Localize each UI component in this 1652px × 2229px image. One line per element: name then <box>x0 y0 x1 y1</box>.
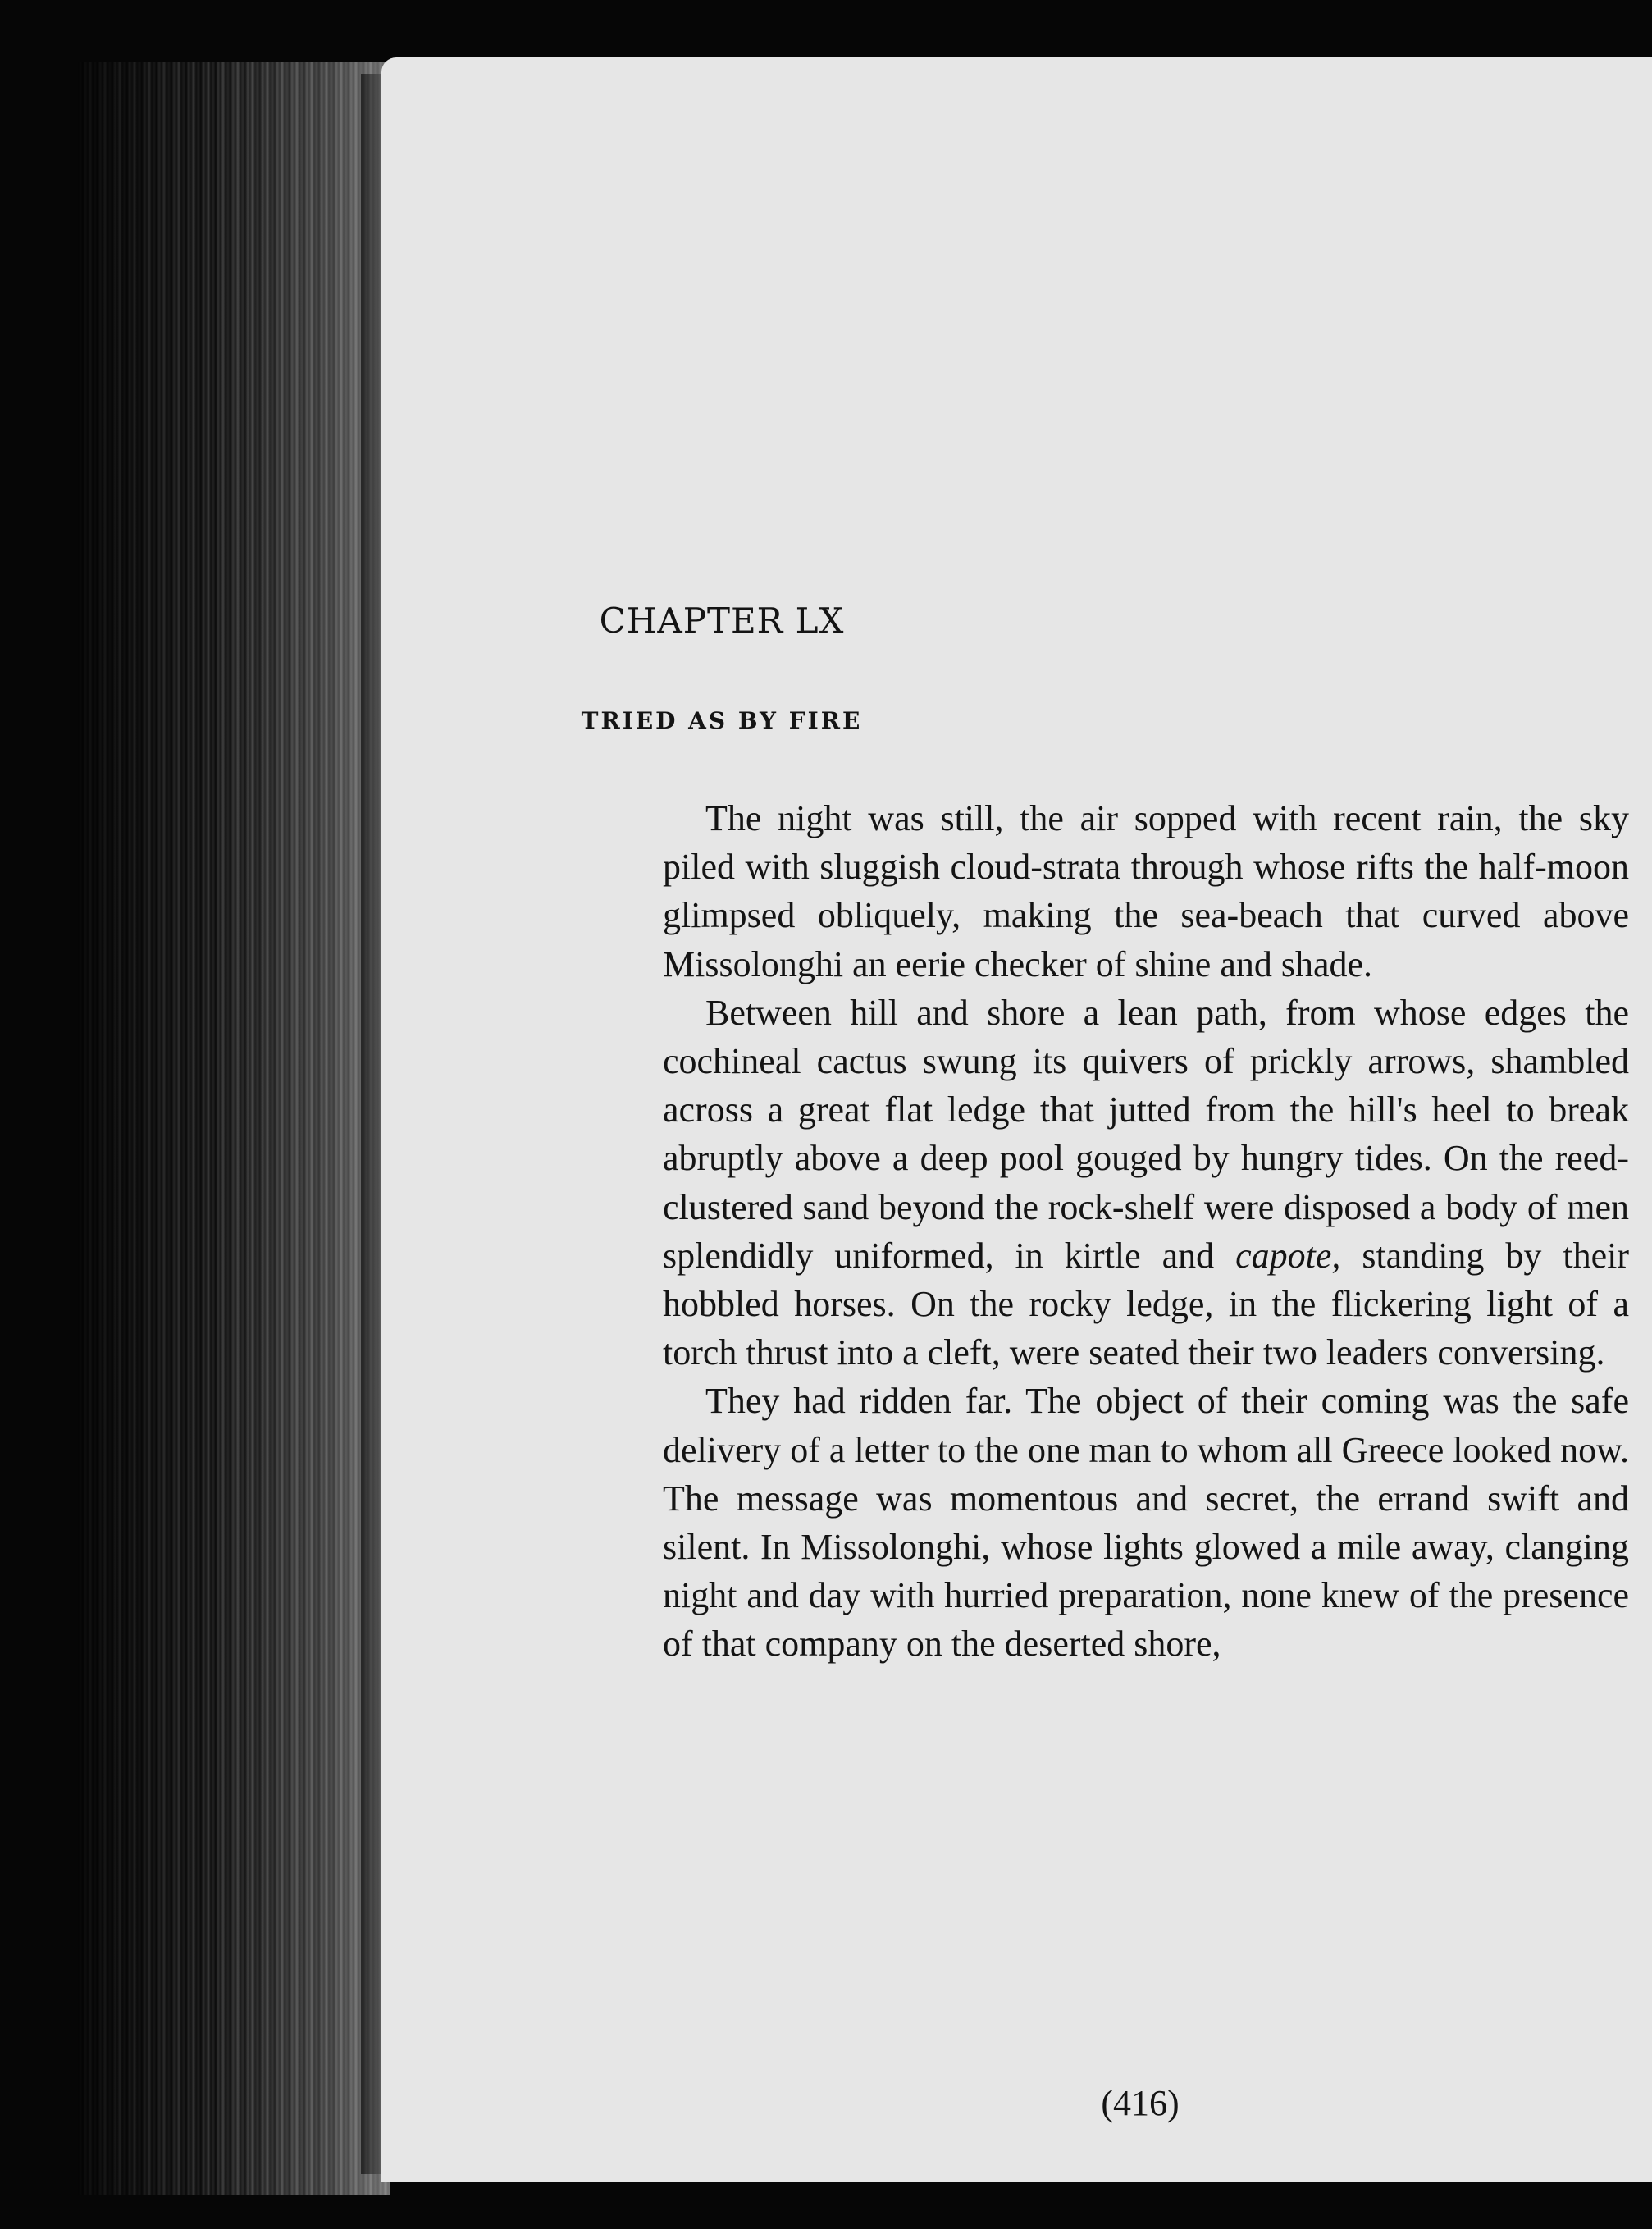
paragraph-2 <box>663 989 1629 1377</box>
chapter-subtitle: TRIED AS BY FIRE <box>581 707 863 734</box>
body-text <box>663 794 1629 1669</box>
paragraph-2-part-1: Between hill and shore a lean path, from whose edges the cochineal cactus swung its quivers of prickly arrows, shambled across a great flat ledge that jutted from the hill's heel to break abruptly above a deep pool gouged by hungry tides. On the reed-clustered sand beyond the rock-shelf were disposed a body of men splendidly uniformed, in kirtle and <box>663 992 1629 1276</box>
paragraph-3: They had ridden far. The object of their coming was the safe delivery of a letter to the one man to whom all Greece looked now. The message was momentous and secret, the errand swift and silent. In Missolonghi, whose lights glowed a mile away, clanging night and day with hurried preparation, none knew of the presence of that company on the deserted shore, <box>663 1381 1629 1665</box>
paragraph-2-part-2: standing by their hobbled horses. On the rocky ledge, in the flickering light of a torch thrust into a cleft, were seated their two leaders conversing. <box>663 1235 1629 1373</box>
paragraph-1: The night was still, the air sopped with recent rain, the sky piled with sluggish cloud-strata through whose rifts the half-moon glimpsed obliquely, making the sea-beach that curved above Missolonghi an eerie checker of shine and shade. <box>663 798 1629 984</box>
page-number: (416) <box>1101 2083 1180 2123</box>
paragraph-2-italic: capote, <box>1235 1235 1341 1276</box>
chapter-heading: CHAPTER LX <box>599 601 845 641</box>
book-page-edges <box>78 62 390 2195</box>
